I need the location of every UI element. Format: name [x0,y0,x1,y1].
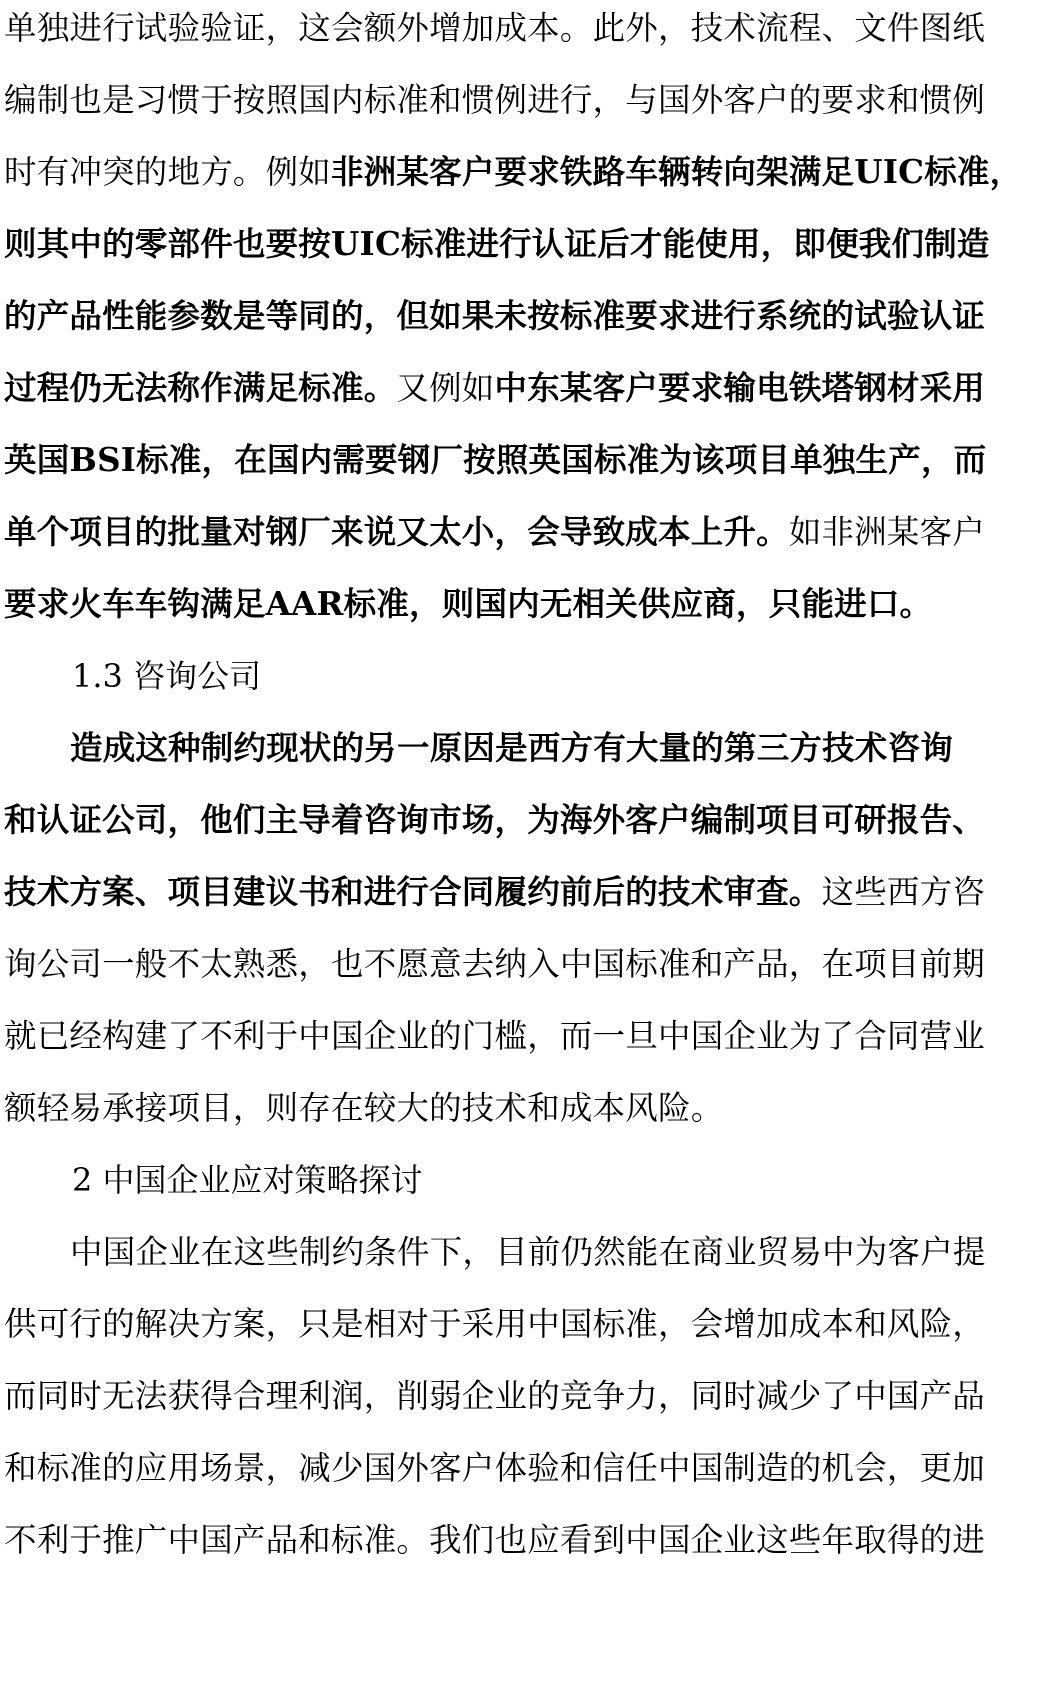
text-segment: 这些西方咨 [821,873,986,911]
text-line [4,1080,1034,1136]
bold-text-segment: 单个项目的批量对钢厂来说又太小，会导致成本上升。 [4,512,789,551]
text-line [4,1008,1034,1064]
bold-text-segment: 造成这种制约现状的另一原因是西方有大量的第三方技术咨询 [70,728,953,767]
text-segment: 编制也是习惯于按照国内标准和惯例进行，与国外客户的要求和惯例 [4,81,986,119]
text-line [4,1512,1034,1568]
text-line [4,432,1034,488]
text-line [4,864,1034,920]
text-segment: 不利于推广中国产品和标准。我们也应看到中国企业这些年取得的进 [4,1521,986,1559]
text-segment: 单独进行试验验证，这会额外增加成本。此外，技术流程、文件图纸 [4,9,986,47]
text-line [4,504,1034,560]
section-heading-text: 1.3 咨询公司 [72,657,262,695]
text-segment: 中国企业在这些制约条件下，目前仍然能在商业贸易中为客户提 [70,1233,986,1271]
text-line [4,792,1034,848]
section-heading [72,648,261,704]
text-line [4,1296,1034,1352]
text-line [70,1224,1034,1280]
bold-text-segment: 非洲某客户要求铁路车辆转向架满足UIC标准， [331,152,1023,191]
bold-text-segment: 则其中的零部件也要按UIC标准进行认证后才能使用，即便我们制造 [4,224,990,263]
bold-text-segment: 英国BSI标准，在国内需要钢厂按照英国标准为该项目单独生产，而 [4,440,987,479]
text-line [4,576,1034,632]
text-segment: 时有冲突的地方。例如 [4,153,332,191]
text-line [4,288,1034,344]
bold-text-segment: 的产品性能参数是等同的，但如果未按标准要求进行系统的试验认证 [4,296,986,335]
text-segment: 又例如 [396,369,495,407]
bold-text-segment: 中东某客户要求输电铁塔钢材采用 [494,368,986,407]
bold-text-segment: 技术方案、项目建议书和进行合同履约前后的技术审查。 [4,872,822,911]
bold-text-segment: 过程仍无法称作满足标准。 [4,368,397,407]
bold-text-segment: 要求火车车钩满足AAR标准，则国内无相关供应商，只能进口。 [4,584,933,623]
text-segment: 额轻易承接项目，则存在较大的技术和成本风险。 [4,1089,724,1127]
text-line [4,216,1034,272]
text-line [4,1440,1034,1496]
bold-text-segment: 和认证公司，他们主导着咨询市场，为海外客户编制项目可研报告、 [4,800,986,839]
text-line [4,1368,1034,1424]
text-segment: 供可行的解决方案，只是相对于采用中国标准，会增加成本和风险， [4,1305,986,1343]
text-line [4,0,1034,56]
section-heading [72,1152,423,1208]
text-line [70,720,1034,776]
text-line [4,360,1034,416]
text-segment: 和标准的应用场景，减少国外客户体验和信任中国制造的机会，更加 [4,1449,986,1487]
text-line [4,936,1034,992]
text-segment: 而同时无法获得合理利润，削弱企业的竞争力，同时减少了中国产品 [4,1377,986,1415]
section-heading-text: 2 中国企业应对策略探讨 [72,1161,423,1199]
text-segment: 询公司一般不太熟悉，也不愿意去纳入中国标准和产品，在项目前期 [4,945,986,983]
text-line [4,72,1034,128]
text-segment: 就已经构建了不利于中国企业的门槛，而一旦中国企业为了合同营业 [4,1017,986,1055]
text-segment: 如非洲某客户 [788,513,986,551]
text-line [4,144,1034,200]
